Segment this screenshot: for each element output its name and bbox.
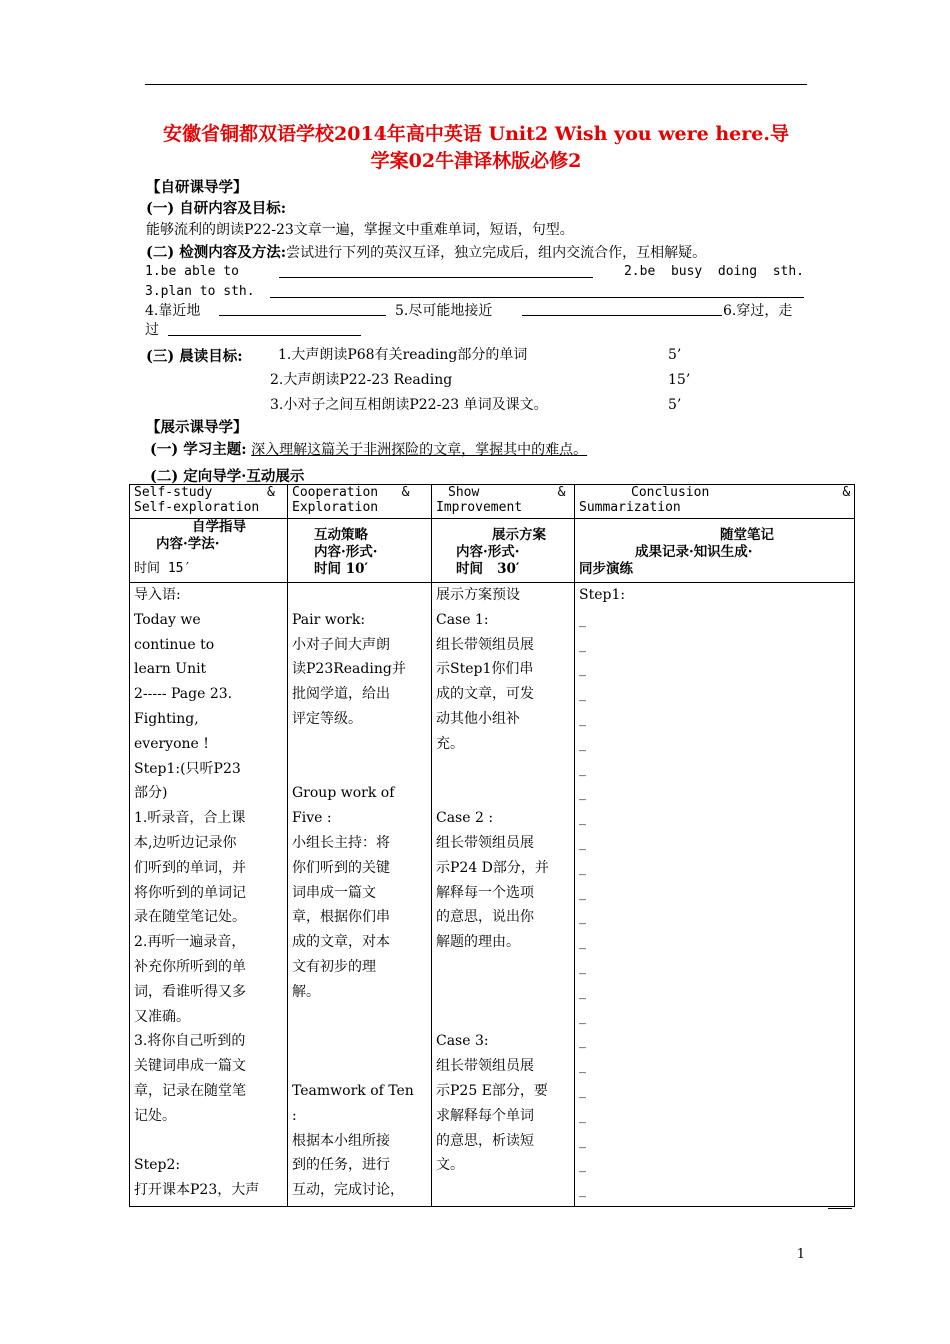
item-6-cont: 过 (145, 322, 159, 338)
self-study-line: Today we (134, 611, 201, 628)
morning-time-1: 5’ (668, 347, 682, 363)
show-heading: 【展示课导学】 (146, 419, 248, 436)
show-plan-line: 解释每一个选项 (436, 884, 534, 901)
show-plan-line: 组长带领组员展 (436, 636, 534, 653)
cooperation-line: 互动，完成讨论， (292, 1182, 404, 1199)
self-study-line: 打开课本P23，大声 (134, 1182, 260, 1199)
show-plan-line (436, 980, 570, 1005)
show-plan-line: 示Step1你们串 (436, 661, 534, 678)
self-study-line: 本,边听边记录你 (134, 834, 237, 851)
note-blank-line[interactable]: _ (579, 735, 586, 752)
note-blank-line[interactable]: _ (579, 1107, 586, 1124)
part1-heading: (一) 自研内容及目标: (146, 200, 287, 217)
note-blank-line[interactable]: _ (579, 958, 586, 975)
self-study-line: 词，看谁听得又多 (134, 983, 246, 1000)
show-plan-line: Case 1: (436, 611, 489, 628)
cooperation-line: Five : (292, 810, 332, 827)
self-study-line: 3.将你自己听到的 (134, 1033, 246, 1050)
note-blank-line[interactable]: _ (579, 1058, 586, 1075)
header-cell-2: Cooperation & Exploration (288, 485, 432, 519)
study-theme: 深入理解这篇关于非洲探险的文章，掌握其中的难点。 (251, 442, 588, 458)
show-plan-line: Case 2 : (436, 810, 494, 827)
show-plan-line: 组长带领组员展 (436, 1058, 534, 1075)
doc-title-line1: 安徽省铜都双语学校2014年高中英语 Unit2 Wish you were here.导 (163, 123, 789, 145)
header-zh-2: 互动策略 内容·形式· 时间 10′ (288, 519, 432, 583)
notes-step-label: Step1: (579, 587, 626, 603)
cooperation-line: 评定等级。 (292, 710, 362, 727)
item-6: 6.穿过，走 (723, 303, 793, 319)
self-study-line: continue to (134, 636, 215, 653)
cooperation-line: Group work of (292, 785, 395, 802)
morning-time-2: 15’ (668, 372, 691, 388)
table-rule-tail (828, 1208, 852, 1209)
self-study-heading: 【自研课导学】 (146, 179, 248, 196)
cooperation-line: 根据本小组所接 (292, 1132, 390, 1149)
show-plan-line: 展示方案预设 (436, 587, 520, 603)
answer-blank-4[interactable] (219, 301, 386, 316)
part1-text: 能够流利的朗读P22-23文章一遍，掌握文中重难单词，短语，句型。 (146, 222, 574, 238)
self-study-line: everyone ! (134, 735, 209, 752)
note-blank-line[interactable]: _ (579, 1132, 586, 1149)
part2-heading: (二) 检测内容及方法: (146, 244, 287, 261)
show-plan-line: 组长带领组员展 (436, 834, 534, 851)
note-blank-line[interactable]: _ (579, 859, 586, 876)
show-part1-label: (一) 学习主题: (150, 441, 247, 458)
show-plan-line: 示P24 D部分，并 (436, 859, 549, 876)
self-study-line: 1.听录音，合上课 (134, 810, 246, 827)
cooperation-line: 成的文章，对本 (292, 934, 390, 951)
cooperation-line: : (292, 1107, 297, 1124)
cooperation-line: 你们听到的关键 (292, 859, 390, 876)
morning-goal-2: 2.大声朗读P22-23 Reading (270, 372, 453, 388)
cooperation-line: 解。 (292, 983, 320, 1000)
note-blank-line[interactable]: _ (579, 710, 586, 727)
show-plan-line (436, 1005, 570, 1030)
note-blank-line[interactable]: _ (579, 1182, 586, 1199)
cooperation-line: 读P23Reading并 (292, 661, 406, 678)
self-study-line: Step2: (134, 1157, 181, 1174)
cooperation-line: Pair work: (292, 611, 366, 628)
cooperation-line (292, 1029, 427, 1054)
answer-blank-6[interactable] (168, 321, 361, 336)
show-part2-label: (二) 定向导学·互动展示 (150, 468, 305, 485)
header-cell-4: Conclusion & Summarization (575, 485, 855, 519)
cooperation-line (292, 1054, 427, 1079)
morning-time-3: 5’ (668, 397, 682, 413)
header-zh-1: 自学指导 内容·学法· 时间 15′ (130, 519, 288, 583)
part3-heading: (三) 晨读目标: (146, 348, 243, 365)
self-study-line (134, 1129, 283, 1154)
note-blank-line[interactable]: _ (579, 1008, 586, 1025)
self-study-cell (130, 583, 288, 1207)
show-plan-line: 示P25 E部分，要 (436, 1082, 548, 1099)
cooperation-line: 到的任务，进行 (292, 1157, 390, 1174)
note-blank-line[interactable]: _ (579, 785, 586, 802)
doc-title-line2: 学案02牛津译林版必修2 (370, 150, 582, 172)
show-plan-cell (432, 583, 575, 1207)
note-blank-line[interactable]: _ (579, 834, 586, 851)
table-body-row (130, 583, 855, 1207)
show-plan-line (436, 781, 570, 806)
show-plan-line: 文。 (436, 1157, 464, 1174)
show-part1 (150, 440, 587, 460)
show-plan-line: 动其他小组补 (436, 710, 520, 727)
self-study-line: 补充你所听到的单 (134, 958, 246, 975)
note-blank-line[interactable]: _ (579, 810, 586, 827)
cooperation-line: 文有初步的理 (292, 958, 376, 975)
show-plan-line: 成的文章，可发 (436, 686, 534, 703)
table-header-en (130, 485, 855, 519)
answer-blank-5[interactable] (522, 301, 722, 316)
header-zh-3: 展示方案 内容·形式· 时间 30′ (432, 519, 575, 583)
cooperation-line (292, 1005, 427, 1030)
self-study-line: 章，记录在随堂笔 (134, 1082, 246, 1099)
show-plan-line: 的意思，析读短 (436, 1132, 534, 1149)
note-blank-line[interactable]: _ (579, 686, 586, 703)
answer-blank-3[interactable] (270, 283, 804, 298)
cooperation-line: 批阅学道，给出 (292, 686, 390, 703)
self-study-line: 将你听到的单词记 (134, 884, 246, 901)
note-blank-line[interactable]: _ (579, 636, 586, 653)
table-header-zh (130, 519, 855, 583)
answer-blank-1[interactable] (279, 263, 593, 278)
morning-goal-1: 1.大声朗读P68有关reading部分的单词 (278, 347, 528, 363)
cooperation-line (292, 583, 427, 608)
item-2: 2.be busy doing sth. (623, 264, 804, 279)
morning-goal-3: 3.小对子之间互相朗读P22-23 单词及课文。 (270, 397, 548, 413)
self-study-line: Step1:(只听P23 (134, 760, 241, 777)
part2-line (146, 243, 706, 263)
page-number: 1 (796, 1247, 805, 1262)
show-plan-line: 解题的理由。 (436, 934, 520, 951)
show-plan-line (436, 757, 570, 782)
show-plan-line: 充。 (436, 735, 464, 752)
self-study-line: 又准确。 (134, 1008, 190, 1025)
item-4: 4.靠近地 (145, 303, 201, 319)
cooperation-line: 小组长主持：将 (292, 834, 390, 851)
item-1: 1.be able to (145, 264, 239, 279)
note-blank-line[interactable]: _ (579, 611, 586, 628)
self-study-line: learn Unit (134, 661, 207, 678)
header-cell-3: Show & Improvement (432, 485, 575, 519)
show-plan-line: Case 3: (436, 1033, 489, 1050)
header-rule (145, 84, 807, 85)
self-study-line: 2.再听一遍录音， (134, 934, 246, 951)
note-blank-line[interactable]: _ (579, 661, 586, 678)
item-5: 5.尽可能地接近 (395, 303, 493, 319)
note-blank-line[interactable]: _ (579, 760, 586, 777)
cooperation-line: 小对子间大声朗 (292, 636, 390, 653)
show-plan-line: 的意思，说出你 (436, 909, 534, 926)
note-blank-line[interactable]: _ (579, 884, 586, 901)
self-study-line: Fighting, (134, 710, 199, 727)
note-blank-line[interactable]: _ (579, 983, 586, 1000)
note-blank-line[interactable]: _ (579, 1082, 586, 1099)
note-blank-line[interactable]: _ (579, 1157, 586, 1174)
cooperation-cell (288, 583, 432, 1207)
cooperation-line: Teamwork of Ten (292, 1082, 414, 1099)
self-study-line: 部分) (134, 785, 168, 802)
cooperation-line: 词串成一篇文 (292, 884, 376, 901)
cooperation-line: 章，根据你们串 (292, 909, 390, 926)
header-cell-1: Self-study & Self-exploration (130, 485, 288, 519)
self-study-line: 录在随堂笔记处。 (134, 909, 246, 926)
self-study-line: 记处。 (134, 1107, 176, 1124)
header-zh-4: 随堂笔记 成果记录·知识生成· 同步演练 (575, 519, 855, 583)
show-plan-line: 求解释每个单词 (436, 1107, 534, 1124)
note-blank-line[interactable]: _ (579, 909, 586, 926)
note-blank-line[interactable]: _ (579, 934, 586, 951)
guidance-table (129, 484, 855, 1207)
cooperation-line (292, 732, 427, 757)
notes-cell (575, 583, 855, 1207)
self-study-line: 导入语: (134, 587, 181, 603)
self-study-line: 们听到的单词，并 (134, 859, 246, 876)
cooperation-line (292, 757, 427, 782)
note-blank-line[interactable]: _ (579, 1033, 586, 1050)
self-study-line: 2----- Page 23. (134, 686, 233, 703)
show-plan-line (436, 955, 570, 980)
part2-text: 尝试进行下列的英汉互译，独立完成后，组内交流合作，互相解疑。 (286, 245, 707, 261)
item-3: 3.plan to sth. (145, 284, 255, 299)
self-study-line: 关键词串成一篇文 (134, 1058, 246, 1075)
